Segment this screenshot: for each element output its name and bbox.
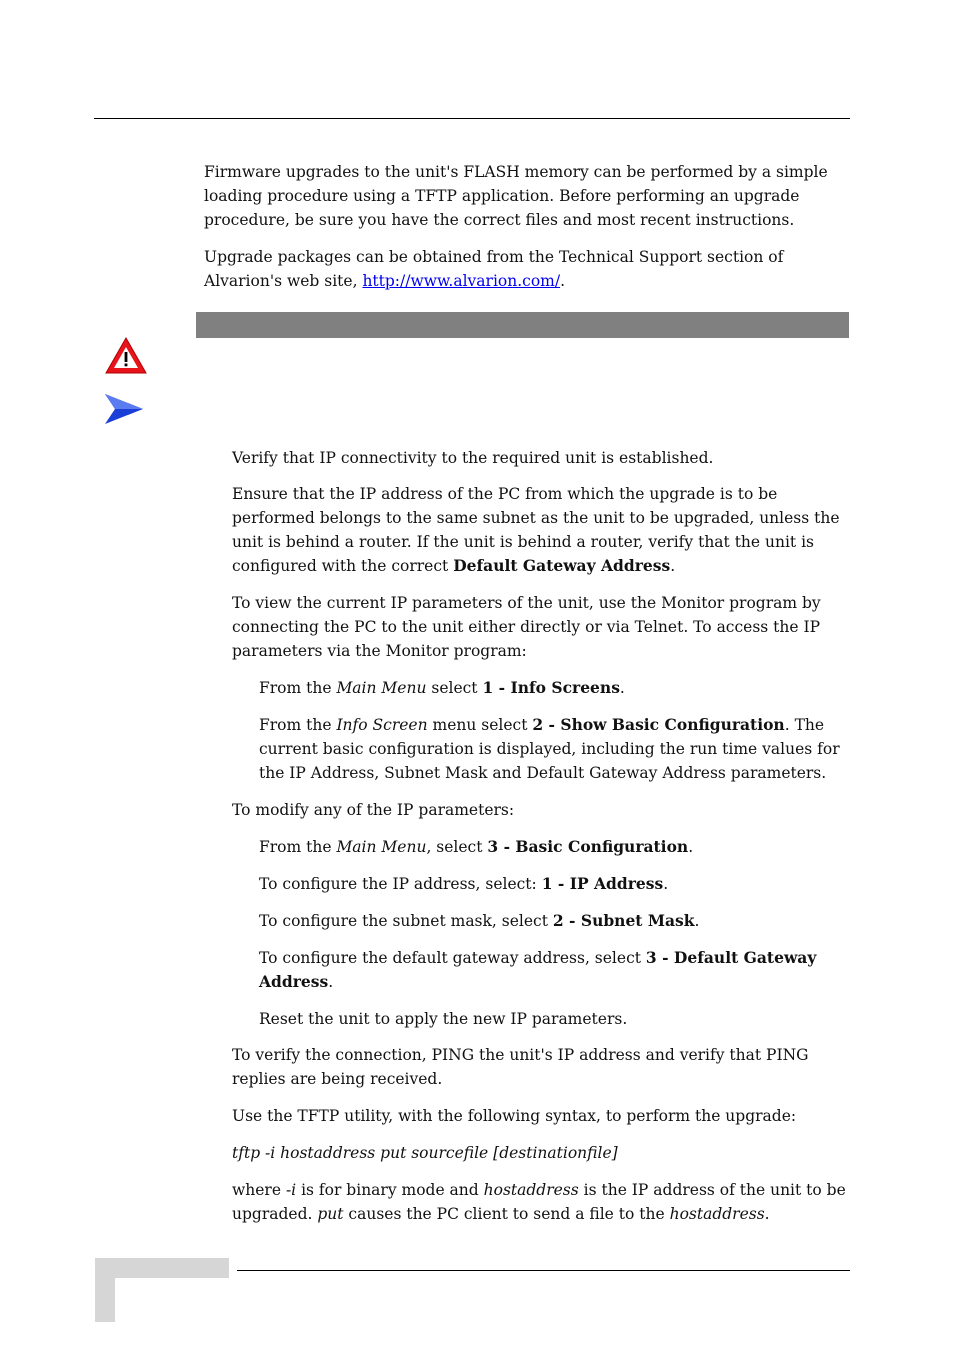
substep-ip-address <box>259 872 849 896</box>
step-use-tftp: Use the TFTP utility, with the following syntax, to perform the upgrade: <box>232 1107 797 1125</box>
substep-text: From the <box>259 716 337 734</box>
binary-flag-term: -i <box>285 1181 297 1199</box>
substep-main-menu-info <box>259 676 849 700</box>
substep-text: To configure the default gateway address, select <box>259 949 646 967</box>
arrow-pointer-icon <box>103 393 145 425</box>
explanation-text: . <box>764 1205 770 1223</box>
substep-text: From the <box>259 679 337 697</box>
hostaddress-term: hostaddress <box>669 1205 765 1223</box>
default-gateway-term: Default Gateway Address <box>453 556 671 575</box>
substep-text: From the <box>259 838 337 856</box>
substep-text: menu select <box>427 716 533 734</box>
warning-triangle-icon <box>104 336 148 376</box>
section-heading-bar <box>196 312 849 338</box>
substep-text: . <box>694 912 700 930</box>
substep-subnet-mask <box>259 909 849 933</box>
explanation-text: is for binary mode and <box>296 1181 484 1199</box>
step-modify-ip-params: To modify any of the IP parameters: <box>232 801 515 819</box>
substep-text: select <box>426 679 483 697</box>
explanation-text: is the IP address of the unit to be upgraded. <box>232 1181 846 1223</box>
step-view-ip-params: To view the current IP parameters of the unit, use the Monitor program by connecting the PC to the unit either directly or via Telnet. To access the IP parameters via the Monitor program: <box>232 594 821 660</box>
substep-text: To configure the subnet mask, select <box>259 912 553 930</box>
default-gateway-option: 3 - Default Gateway Address <box>259 948 817 991</box>
substep-text: . <box>328 973 334 991</box>
step-ensure-subnet-text: Ensure that the IP address of the PC from which the upgrade is to be performed belongs to the same subnet as the unit to be upgraded, unless the unit is behind a router. If the unit is behind a router, verify that the unit is configured with the correct <box>232 485 840 575</box>
step-ensure-subnet <box>232 482 852 578</box>
substep-show-basic-config <box>259 713 849 785</box>
ip-address-option: 1 - IP Address <box>541 874 664 893</box>
footer-gray-tab <box>95 1258 229 1278</box>
basic-configuration-option: 3 - Basic Configuration <box>487 837 689 856</box>
substep-text: . <box>619 679 625 697</box>
footer-rule <box>237 1270 850 1271</box>
step-verify-connectivity: Verify that IP connectivity to the required unit is established. <box>232 449 714 467</box>
substep-reset-unit: Reset the unit to apply the new IP parameters. <box>259 1010 628 1028</box>
hostaddress-term: hostaddress <box>483 1181 579 1199</box>
explanation-text: causes the PC client to send a file to the <box>343 1205 670 1223</box>
header-rule <box>94 118 850 119</box>
subnet-mask-option: 2 - Subnet Mask <box>552 911 695 930</box>
substep-basic-configuration <box>259 835 849 859</box>
intro-paragraph-2 <box>204 245 844 293</box>
info-screen-term: Info Screen <box>336 716 428 734</box>
show-basic-config-option: 2 - Show Basic Configuration <box>532 715 785 734</box>
substep-text: . <box>663 875 669 893</box>
tftp-syntax: tftp -i hostaddress put sourcefile [destinationfile] <box>232 1144 618 1162</box>
put-term: put <box>317 1205 344 1223</box>
explanation-text: where <box>232 1181 286 1199</box>
intro-paragraph-2-text: Upgrade packages can be obtained from the Technical Support section of Alvarion's web site, <box>204 248 784 290</box>
main-menu-term: Main Menu <box>336 679 427 697</box>
substep-text: . The current basic configuration is displayed, including the run time values for the IP Address, Subnet Mask and Default Gateway Address parameters. <box>259 716 840 782</box>
intro-paragraph-1: Firmware upgrades to the unit's FLASH memory can be performed by a simple loading procedure using a TFTP application. Before performing an upgrade procedure, be sure you have the correct files and most recent instructions. <box>204 163 828 229</box>
substep-text: , select <box>426 838 488 856</box>
tftp-explanation <box>232 1178 852 1226</box>
footer-gray-tab-edge <box>95 1258 115 1322</box>
step-verify-ping: To verify the connection, PING the unit's IP address and verify that PING replies are being received. <box>232 1046 809 1088</box>
substep-text: . <box>688 838 694 856</box>
substep-text: To configure the IP address, select: <box>259 875 542 893</box>
substep-default-gateway <box>259 946 849 994</box>
alvarion-website-link[interactable]: http://www.alvarion.com/ <box>362 272 561 290</box>
main-menu-term: Main Menu <box>336 838 427 856</box>
step-ensure-subnet-end: . <box>670 557 676 575</box>
info-screens-option: 1 - Info Screens <box>482 678 620 697</box>
intro-paragraph-2-end: . <box>560 272 566 290</box>
